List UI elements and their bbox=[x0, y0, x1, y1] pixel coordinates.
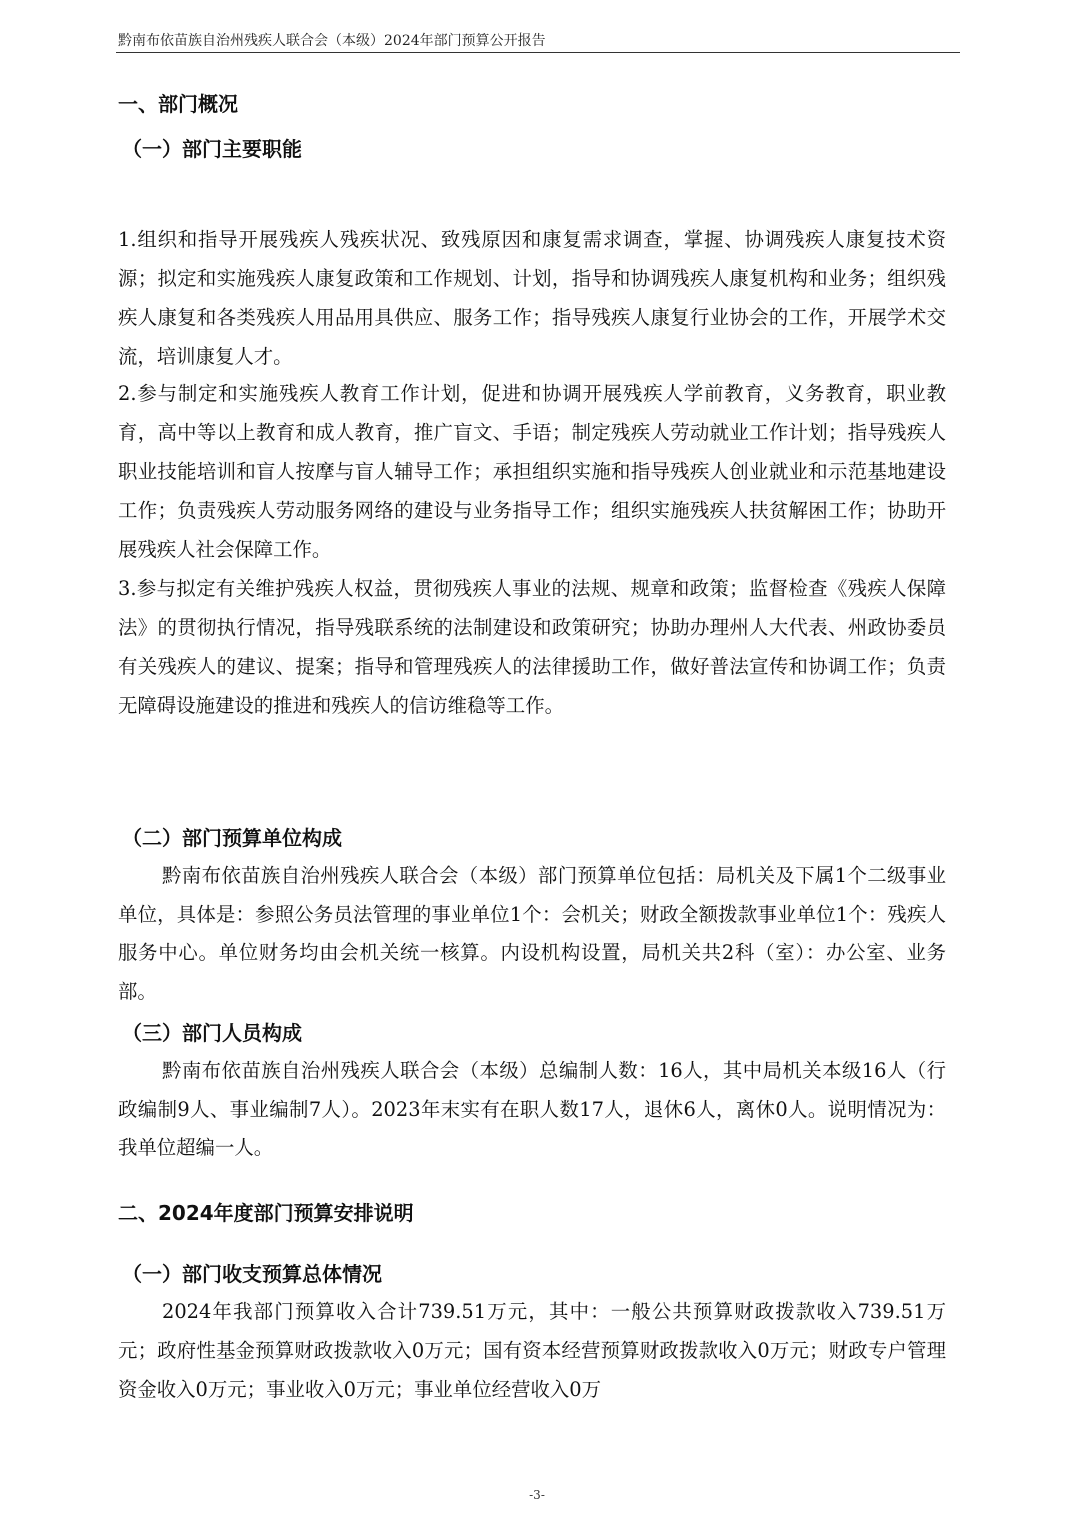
section-1-1-title: （一）部门主要职能 bbox=[122, 137, 302, 161]
header-rule bbox=[116, 52, 960, 53]
duty-item-3: 3.参与拟定有关维护残疾人权益，贯彻残疾人事业的法规、规章和政策；监督检查《残疾人保障法》的贯彻执行情况，指导残联系统的法制建设和政策研究；协助办理州人大代表、州政协委员有关残疾人的建议、提案；指导和管理残疾人的法律援助工作，做好普法宣传和协调工作；负责无障碍设施建设的推进和残疾人的信访维稳等工作。 bbox=[118, 577, 946, 717]
unit-composition-text: 黔南布依苗族自治州残疾人联合会（本级）部门预算单位包括：局机关及下属1个二级事业单位，具体是：参照公务员法管理的事业单位1个：会机关；财政全额拨款事业单位1个：残疾人服务中心。单位财务均由会机关统一核算。内设机构设置，局机关共2科（室）：办公室、业务部。 bbox=[118, 864, 946, 1003]
section-2-1-title: （一）部门收支预算总体情况 bbox=[122, 1262, 382, 1286]
staff-composition-text: 黔南布依苗族自治州残疾人联合会（本级）总编制人数：16人，其中局机关本级16人（行政编制9人、事业编制7人）。2023年末实有在职人数17人，退休6人，离休0人。说明情况为：我单位超编一人。 bbox=[118, 1059, 946, 1159]
page-number: -3- bbox=[529, 1488, 545, 1502]
section-1-3-title: （三）部门人员构成 bbox=[122, 1021, 302, 1045]
section-2-title: 二、2024年度部门预算安排说明 bbox=[118, 1201, 414, 1225]
duty-item-2: 2.参与制定和实施残疾人教育工作计划，促进和协调开展残疾人学前教育，义务教育，职业教育，高中等以上教育和成人教育，推广盲文、手语；制定残疾人劳动就业工作计划；指导残疾人职业技能培训和盲人按摩与盲人辅导工作；承担组织实施和指导残疾人创业就业和示范基地建设工作；负责残疾人劳动服务网络的建设与业务指导工作；组织实施残疾人扶贫解困工作；协助开展残疾人社会保障工作。 bbox=[118, 382, 946, 561]
section-1-title: 一、部门概况 bbox=[118, 92, 238, 116]
running-header: 黔南布依苗族自治州残疾人联合会（本级）2024年部门预算公开报告 bbox=[118, 33, 546, 49]
section-1-2-title: （二）部门预算单位构成 bbox=[122, 826, 342, 850]
budget-overview-text: 2024年我部门预算收入合计739.51万元，其中：一般公共预算财政拨款收入739.51万元；政府性基金预算财政拨款收入0万元；国有资本经营预算财政拨款收入0万元；财政专户管理资金收入0万元；事业收入0万元；事业单位经营收入0万 bbox=[118, 1300, 946, 1401]
duty-item-1: 1.组织和指导开展残疾人残疾状况、致残原因和康复需求调查，掌握、协调残疾人康复技术资源；拟定和实施残疾人康复政策和工作规划、计划，指导和协调残疾人康复机构和业务；组织残疾人康复和各类残疾人用品用具供应、服务工作；指导残疾人康复行业协会的工作，开展学术交流，培训康复人才。 bbox=[118, 228, 946, 368]
